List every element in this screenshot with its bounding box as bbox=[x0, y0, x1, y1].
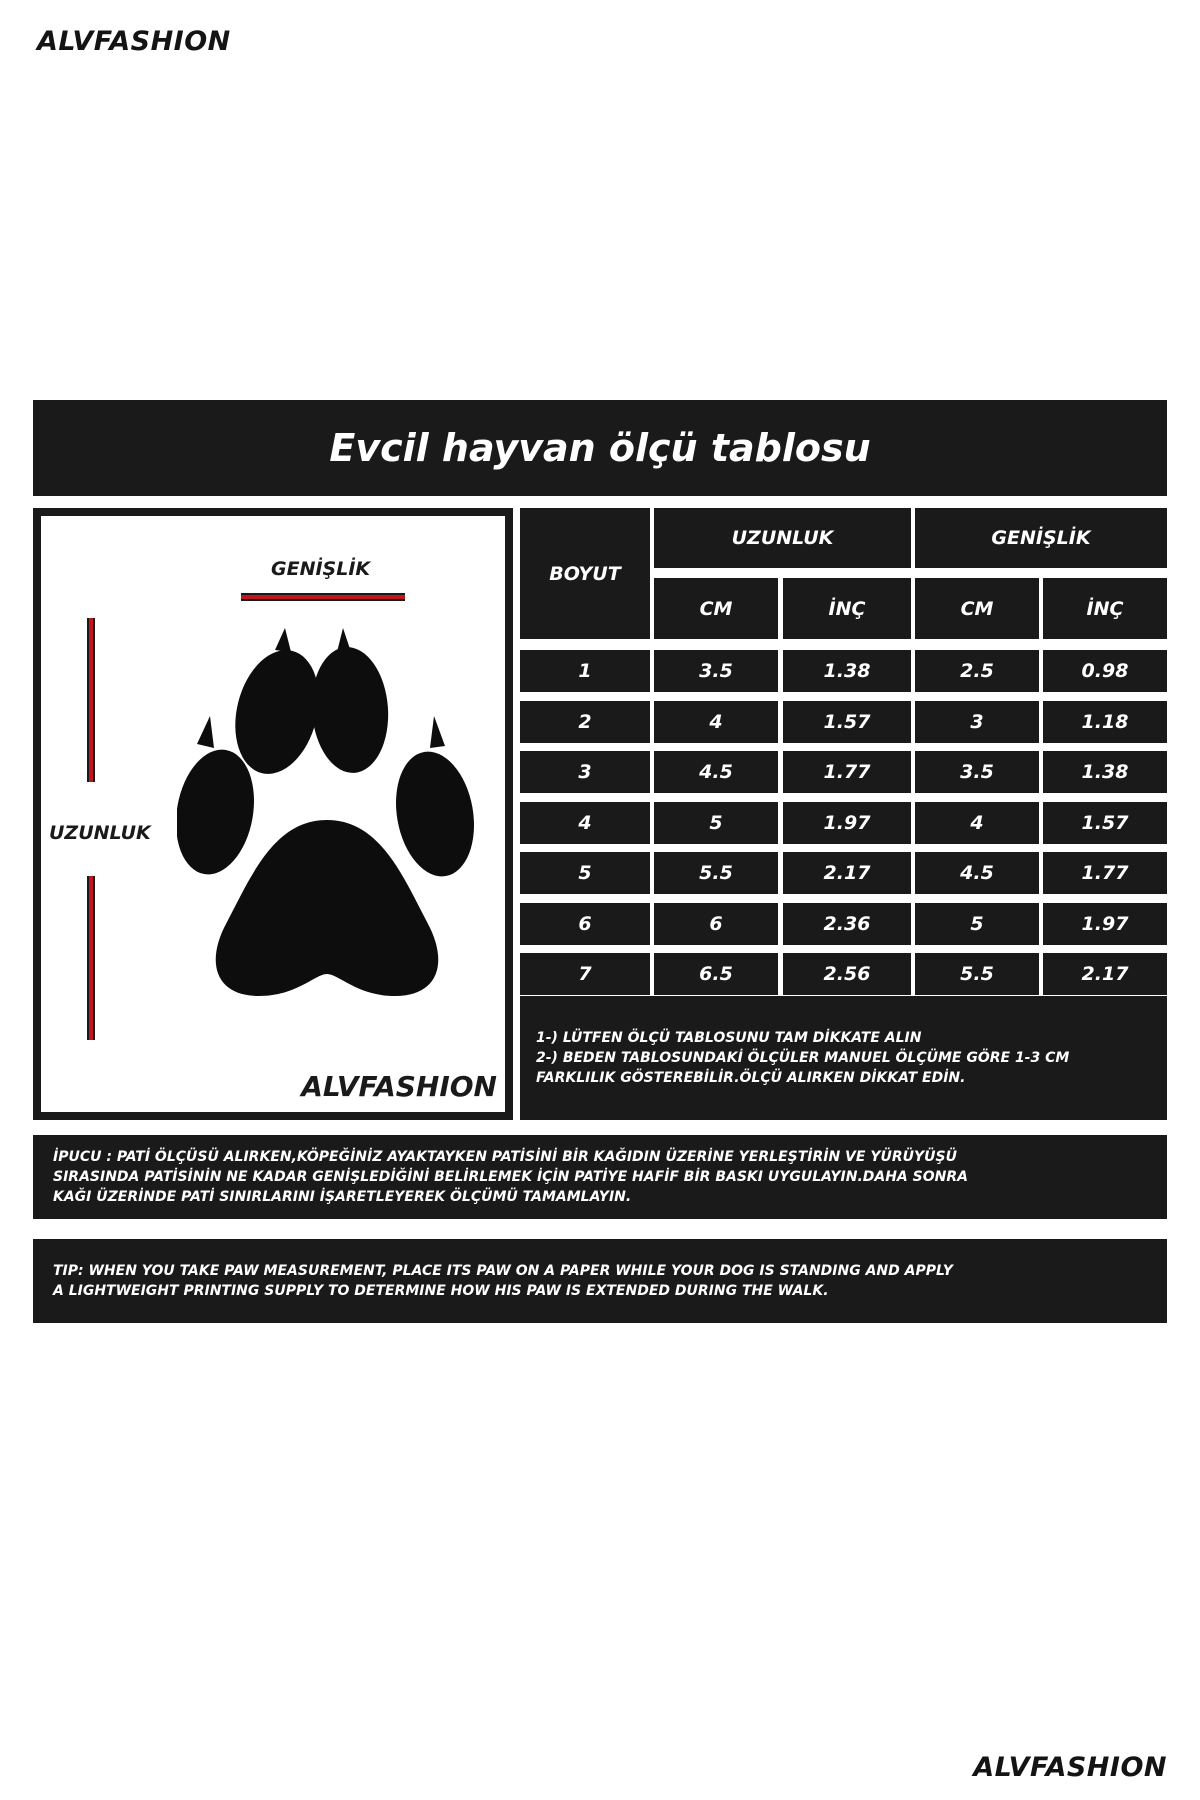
size-cell: 3 bbox=[520, 751, 650, 793]
width-inch-header: İNÇ bbox=[1043, 578, 1167, 639]
size-column-header: BOYUT bbox=[520, 508, 650, 639]
width-inch-cell: 1.77 bbox=[1043, 852, 1167, 894]
tip-english bbox=[33, 1239, 1167, 1323]
paw-claw-inner-left bbox=[275, 628, 291, 652]
size-cell: 4 bbox=[520, 802, 650, 844]
width-inch-cell: 1.18 bbox=[1043, 701, 1167, 743]
brand-logo-top: ALVFASHION bbox=[37, 26, 231, 57]
width-cm-cell: 4 bbox=[915, 802, 1039, 844]
brand-logo-bottom: ALVFASHION bbox=[973, 1752, 1167, 1783]
paw-diagram-canvas bbox=[41, 516, 505, 1112]
paw-main-pad bbox=[216, 820, 439, 996]
length-cm-header: CM bbox=[654, 578, 778, 639]
size-cell: 2 bbox=[520, 701, 650, 743]
tip-line: TIP: WHEN YOU TAKE PAW MEASUREMENT, PLACE ITS PAW ON A PAPER WHILE YOUR DOG IS STANDING AND APPLY bbox=[53, 1263, 953, 1279]
width-inch-cell: 1.97 bbox=[1043, 903, 1167, 945]
width-cm-header: CM bbox=[915, 578, 1039, 639]
length-inch-cell: 1.97 bbox=[783, 802, 911, 844]
width-cm-cell: 3 bbox=[915, 701, 1039, 743]
size-cell: 5 bbox=[520, 852, 650, 894]
page-title bbox=[33, 400, 1167, 496]
tip-line: SIRASINDA PATİSİNİN NE KADAR GENİŞLEDİĞİNİ BELİRLEMEK İÇİN PATİYE HAFİF BİR BASKI UYGULAYIN.DAHA SONRA bbox=[53, 1169, 968, 1185]
length-cm-cell: 4.5 bbox=[654, 751, 778, 793]
width-inch-cell: 2.17 bbox=[1043, 953, 1167, 995]
note-line: 1-) LÜTFEN ÖLÇÜ TABLOSUNU TAM DİKKATE ALIN bbox=[536, 1030, 922, 1046]
length-inch-cell: 2.56 bbox=[783, 953, 911, 995]
width-indicator-line bbox=[241, 593, 405, 601]
tip-line: KAĞI ÜZERİNDE PATİ SINIRLARINI İŞARETLEYEREK ÖLÇÜMÜ TAMAMLAYIN. bbox=[53, 1189, 632, 1205]
size-notes bbox=[520, 996, 1167, 1120]
page-title-text: Evcil hayvan ölçü tablosu bbox=[329, 426, 871, 470]
length-inch-header: İNÇ bbox=[783, 578, 911, 639]
width-inch-cell: 1.57 bbox=[1043, 802, 1167, 844]
length-cm-cell: 3.5 bbox=[654, 650, 778, 692]
size-cell: 1 bbox=[520, 650, 650, 692]
width-cm-cell: 5.5 bbox=[915, 953, 1039, 995]
length-inch-cell: 2.17 bbox=[783, 852, 911, 894]
length-inch-cell: 2.36 bbox=[783, 903, 911, 945]
tip-line: İPUCU : PATİ ÖLÇÜSÜ ALIRKEN,KÖPEĞİNİZ AYAKTAYKEN PATİSİNİ BİR KAĞIDIN ÜZERİNE YERLEŞTİRİN VE YÜRÜYÜŞÜ bbox=[53, 1149, 957, 1165]
note-line: FARKLILIK GÖSTEREBİLİR.ÖLÇÜ ALIRKEN DİKKAT EDİN. bbox=[536, 1070, 966, 1086]
length-cm-cell: 5 bbox=[654, 802, 778, 844]
width-cm-cell: 5 bbox=[915, 903, 1039, 945]
size-cell: 6 bbox=[520, 903, 650, 945]
width-inch-cell: 1.38 bbox=[1043, 751, 1167, 793]
diagram-brand-logo: ALVFASHION bbox=[301, 1070, 497, 1103]
paw-toe-inner-right bbox=[308, 645, 393, 776]
tip-turkish bbox=[33, 1135, 1167, 1219]
paw-print-icon bbox=[177, 624, 487, 1004]
paw-diagram-panel bbox=[33, 508, 513, 1120]
length-cm-cell: 6 bbox=[654, 903, 778, 945]
size-cell: 7 bbox=[520, 953, 650, 995]
note-line: 2-) BEDEN TABLOSUNDAKİ ÖLÇÜLER MANUEL ÖLÇÜME GÖRE 1-3 CM bbox=[536, 1050, 1070, 1066]
paw-claw-outer-left bbox=[197, 716, 214, 748]
length-cm-cell: 4 bbox=[654, 701, 778, 743]
width-cm-cell: 4.5 bbox=[915, 852, 1039, 894]
width-label: GENİŞLİK bbox=[271, 558, 371, 580]
length-group-header: UZUNLUK bbox=[654, 508, 911, 568]
width-cm-cell: 2.5 bbox=[915, 650, 1039, 692]
paw-toe-outer-right bbox=[387, 745, 484, 882]
length-inch-cell: 1.77 bbox=[783, 751, 911, 793]
length-indicator-line-bottom bbox=[87, 876, 95, 1040]
length-indicator-line-top bbox=[87, 618, 95, 782]
tip-line: A LIGHTWEIGHT PRINTING SUPPLY TO DETERMINE HOW HIS PAW IS EXTENDED DURING THE WALK. bbox=[53, 1283, 829, 1299]
width-cm-cell: 3.5 bbox=[915, 751, 1039, 793]
width-inch-cell: 0.98 bbox=[1043, 650, 1167, 692]
width-group-header: GENİŞLİK bbox=[915, 508, 1167, 568]
length-label: UZUNLUK bbox=[49, 822, 151, 844]
length-cm-cell: 6.5 bbox=[654, 953, 778, 995]
length-inch-cell: 1.38 bbox=[783, 650, 911, 692]
paw-claw-outer-right bbox=[430, 716, 445, 748]
length-inch-cell: 1.57 bbox=[783, 701, 911, 743]
length-cm-cell: 5.5 bbox=[654, 852, 778, 894]
